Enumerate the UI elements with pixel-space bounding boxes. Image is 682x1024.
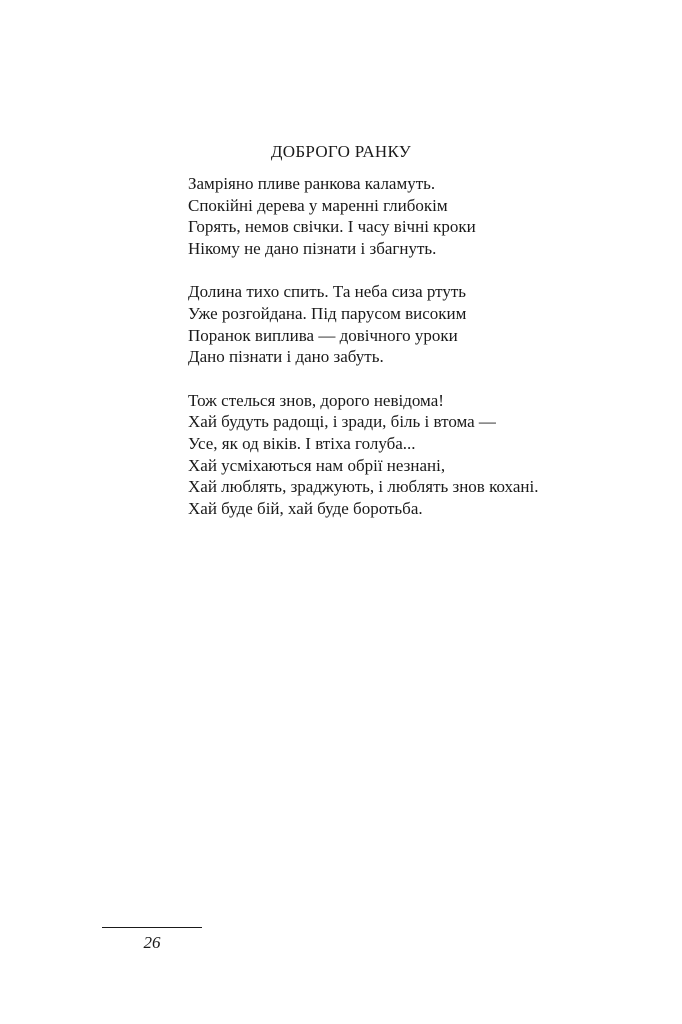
poem-line: Долина тихо спить. Та неба сиза ртуть [188, 282, 467, 302]
poem-title: ДОБРОГО РАНКУ [270, 142, 412, 161]
poem-line: Спокійні дерева у маренні глибокім [188, 195, 448, 215]
stanza-1 [188, 173, 608, 259]
poem-line: Хай буде бій, хай буде боротьба. [188, 498, 423, 518]
poem-body [188, 173, 608, 541]
page-number: 26 [143, 933, 161, 952]
poem-line: Замріяно пливе ранкова каламуть. [188, 174, 436, 193]
footer-rule [102, 927, 202, 928]
poem-line: Хай будуть радощі, і зради, біль і втома — [188, 412, 496, 432]
stanza-2 [188, 281, 608, 367]
poem-line: Хай усміхаються нам обрії незнані, [188, 455, 446, 475]
poem-line: Нікому не дано пізнати і збагнуть. [188, 238, 437, 258]
poem-line: Тож стелься знов, дорого невідома! [188, 390, 444, 410]
poem-line: Уже розгойдана. Під парусом високим [188, 303, 467, 323]
poem-line: Горять, немов свічки. І часу вічні кроки [188, 217, 476, 237]
poem-line: Хай люблять, зраджують, і люблять знов кохані. [188, 477, 539, 497]
poem-line: Дано пізнати і дано забуть. [188, 347, 384, 367]
poem-line: Поранок виплива — довічного уроки [188, 325, 458, 345]
poem-line: Усе, як од віків. І втіха голуба... [188, 433, 416, 453]
stanza-3 [188, 390, 608, 520]
